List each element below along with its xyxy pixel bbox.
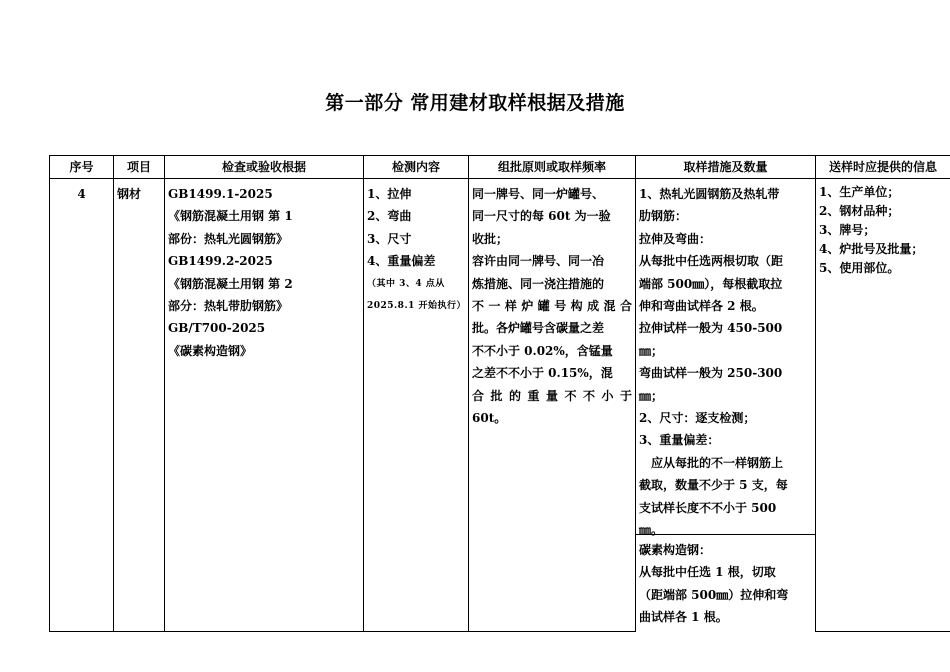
sampling-line: 碳素构造钢：	[639, 543, 712, 557]
batch-line: 批。各炉罐号含碳量之差	[472, 321, 605, 336]
standard-line: GB/T700-2025	[168, 321, 266, 336]
sampling-line: 从每批中任选两根切取（距	[639, 254, 784, 269]
test-items-cell	[364, 179, 469, 632]
header-index: 序号	[50, 156, 114, 179]
sampling-line: 肋钢筋：	[639, 209, 688, 224]
sampling-line: 应从每批的不一样钢筋上	[651, 455, 784, 470]
test-item: 1、拉伸	[367, 187, 412, 201]
table-header-row	[50, 156, 950, 179]
sampling-line: 曲试样各 1 根。	[639, 610, 728, 625]
sampling-line: 伸和弯曲试样各 2 根。	[639, 299, 764, 314]
batch-line: 不不小于 0.02%，含锰量	[472, 343, 613, 358]
header-item: 项目	[114, 156, 165, 179]
sampling-line: ㎜。	[639, 523, 664, 538]
standard-line: 部份：热轧光圆钢筋》	[168, 231, 289, 246]
sampling-line: 从每批中任选 1 根，切取	[639, 565, 776, 580]
info-item: 5、使用部位。	[819, 261, 900, 275]
header-standards: 检查或验收根据	[165, 156, 364, 179]
batch-line: 容许由同一牌号、同一冶	[472, 254, 605, 269]
standard-line: 部分：热轧带肋钢筋》	[168, 299, 289, 314]
batch-line: 同一牌号、同一炉罐号、	[472, 187, 605, 201]
standard-line: 《钢筋混凝土用钢 第 1	[168, 209, 293, 224]
sampling-line: 1、热轧光圆钢筋及热轧带	[639, 187, 780, 201]
batch-line: 之差不不小于 0.15%，混	[472, 366, 613, 381]
sampling-line: 2、尺寸：逐支检测；	[639, 411, 756, 426]
header-info-required: 送样时应提供的信息	[816, 156, 950, 179]
sampling-table	[49, 155, 950, 632]
info-item: 4、炉批号及批量；	[819, 242, 924, 256]
table-row	[50, 179, 950, 632]
standard-line: GB1499.1-2025	[168, 187, 273, 201]
test-item: 3、尺寸	[367, 231, 412, 246]
sampling-line: 支试样长度不不小于 500	[639, 500, 777, 515]
info-item: 2、钢材品种；	[819, 204, 900, 218]
standard-line: GB1499.2-2025	[168, 254, 273, 269]
sampling-line: 端部 500㎜），每根截取拉	[639, 276, 783, 291]
test-note: （其中 3、4 点从	[367, 278, 445, 289]
info-item: 1、生产单位；	[819, 185, 900, 199]
batch-rule-cell	[469, 179, 636, 632]
standard-line: 《碳素构造钢》	[168, 343, 253, 358]
sampling-line: 拉伸试样一般为 450-500	[639, 321, 783, 336]
row-item: 钢材	[114, 179, 165, 632]
sampling-line: ㎜；	[639, 388, 664, 403]
test-item: 2、弯曲	[367, 209, 412, 224]
batch-line: 不一样炉罐号构成混合	[472, 299, 632, 314]
info-required-cell	[816, 179, 950, 632]
row-index: 4	[50, 179, 114, 632]
header-batch-rule: 组批原则或取样频率	[469, 156, 636, 179]
batch-line: 同一尺寸的每 60t 为一验	[472, 209, 611, 224]
sampling-line: 截取，数量不少于 5 支，每	[639, 478, 788, 493]
sampling-method-cell	[636, 179, 816, 632]
sampling-line: 拉伸及弯曲：	[639, 231, 712, 246]
batch-line: 合批的重量不不小于	[472, 388, 632, 403]
standard-line: 《钢筋混凝土用钢 第 2	[168, 276, 293, 291]
batch-line: 60t。	[472, 411, 507, 426]
test-note: 2025.8.1 开始执行）	[367, 300, 466, 311]
sampling-line: 弯曲试样一般为 250-300	[639, 366, 783, 381]
batch-line: 炼措施、同一浇注措施的	[472, 276, 605, 291]
header-test-items: 检测内容	[364, 156, 469, 179]
sampling-carbon-steel-block	[636, 535, 815, 631]
test-item: 4、重量偏差	[367, 254, 436, 269]
standards-cell	[165, 179, 364, 632]
page-title: 第一部分 常用建材取样根据及措施	[325, 92, 625, 114]
info-item: 3、牌号；	[819, 223, 876, 237]
sampling-line: （距端部 500㎜）拉伸和弯	[639, 587, 789, 602]
sampling-line: ㎜；	[639, 343, 664, 358]
sampling-rebar-block	[636, 179, 815, 538]
sampling-line: 3、重量偏差：	[639, 433, 720, 448]
batch-line: 收批；	[472, 231, 509, 246]
header-sampling-method: 取样措施及数量	[636, 156, 816, 179]
